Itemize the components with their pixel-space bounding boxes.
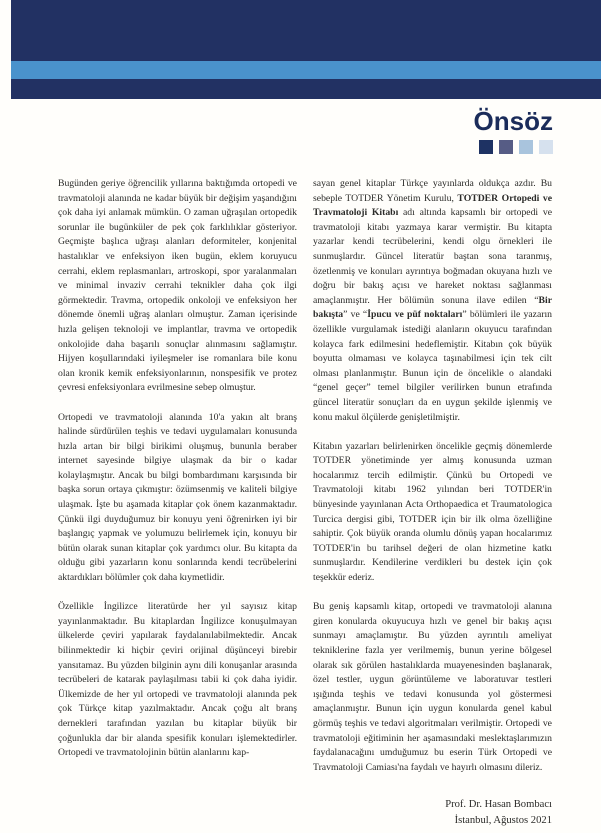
text-run: Özellikle İngilizce literatürde her yıl sayısız kitap yayınlanmaktadır. Bu kitaplardan İngilizce konuşulmayan ülkelerde çeviri yapılarak faydalanılabilmektedir. Ancak bilinmektedir ki hiçbir çeviri orijinal düşünceyi birebir yansıtamaz. Bu yüzden bilginin aynı dili konuşanlar arasında tecrübeleri de katarak paylaşılması tabii ki çok daha iyidir. Ülkemizde de her yıl ortopedi ve travmatoloji alanında pek çok Türkçe kitap yazılmaktadır. Ancak çoğu alt branş dernekleri tarafından yazılan bu kitaplar büyük bir çoğunlukla dar bir alanda spesifik konuları işlemektedirler. Ortopedi ve travmatolojinin bütün alanlarını kap- <box>58 601 297 759</box>
page-title: Önsöz <box>473 106 553 136</box>
paragraph <box>313 440 552 586</box>
text-run: Bugünden geriye öğrencilik yıllarına baktığımda ortopedi ve travmatoloji alanında ne kadar büyük bir değişim yaşandığını çok daha iyi anlamak mümkün. O zaman uğraşılan ortopedik sorunlar ile bugünküler de pek çok farklılıklar gösteriyor. Geçmişte başlıca uğraşı alanları deformiteler, konjenital hastalıklar ve enfeksiyon iken bugün, eklem koruyucu cerrahi, eklem replasmanları, artroskopi, spor yaralanmaları ve minimal invaziv cerrahi teknikler daha çok ilgi görmektedir. Travma, ortopedik onkoloji ve enfeksiyon her dönemde önemli uğraş alanları olmuştur. Zaman içerisinde hızla gelişen teknoloji ve implantlar, travma ve ortopedik onkolojide daha başarılı sonuçlar alınmasını sağlamıştır. Hijyen koşullarındaki iyileşmeler ise romanlara bile konu olan kronik kemik enfeksiyonlarının, nonspesifik ve protez çevresi enfeksiyonlara evrilmesine sebep olmuştur. <box>58 178 297 394</box>
text-run: ” ve “ <box>343 309 368 321</box>
text-run: Bu geniş kapsamlı kitap, ortopedi ve travmatoloji alanına giren konularda okuyucuya hızlı ve genel bir bakış açısı sunmayı amaçlamıştır. Bu yüzden ayrıntılı ameliyat tekniklerine fazla yer verilmemiş, bunun yerine bölgesel olarak sık görülen hastalıklarda muayenesinden başlanarak, özel testler, uygun görüntüleme ve laboratuvar testleri ışığında teşhis ve tedavi konusunda yol göstermesi amaçlanmıştır. Bunun için uygun konularda genel kabul görmüş teşhis ve tedavi algoritmaları verilmiştir. Ortopedi ve travmatoloji eğitiminin her aşamasındaki meslektaşlarımızın faydalanacağını umduğumuz bu eserin Türk Ortopedi ve Travmatoloji Camiası'na faydalı ve hayırlı olmasını dileriz. <box>313 601 552 773</box>
bold-text-run: TOTDER Ortopedi ve Travmatoloji Kitabı <box>313 192 552 219</box>
bold-text-run: İpucu ve püf noktaları <box>367 309 463 321</box>
signature-block <box>313 797 552 829</box>
text-run: ” bölümleri ile yazarın özellikle vurgulamak istediği alanların okuyucu tarafından kolayca fark edilmesini hedeflemiştir. Kitabın çok büyük boyutta olmaması ve kolayca taşınabilmesi için tek cilt olması planlanmıştır. Bunun için de öncelikle o alandaki “genel geçer” temel bilgiler verilirken bunun etrafında güncel literatür sonuçları da en uygun şekilde işlenmiş ve konu makul ölçülerde genişletilmiştir. <box>313 309 553 423</box>
title-square <box>479 140 493 154</box>
paragraph <box>58 177 297 396</box>
banner-navy-band-top <box>11 0 601 61</box>
title-square <box>499 140 513 154</box>
text-run: Kitabın yazarları belirlenirken öncelikle geçmiş dönemlerde TOTDER yönetiminde yer almış konusunda uzman hocalarımız tercih edilmiştir. Çünkü bu Ortopedi ve Travmatoloji kitabı 1962 yılından beri TOTDER'in bünyesinde yayınlanan Acta Orthopaedica et Traumatologica Turcica dergisi gibi, TOTDER için bir ilk olma özelliğine sahiptir. Çok büyük oranda olumlu dönüş yapan hocalarımız TOTDER'in bu tarihsel değeri de olan hizmetine katkı sunmuşlardır. Kendilerine verdikleri bu destek için çok teşekkür ederiz. <box>313 440 552 584</box>
title-squares <box>474 140 553 154</box>
signature-name: Prof. Dr. Hasan Bombacı <box>445 799 552 811</box>
paragraph <box>58 411 297 586</box>
title-block <box>474 106 553 154</box>
text-run: sayan genel kitaplar Türkçe yayınlarda oldukça azdır. Bu sebeple TOTDER Yönetim Kurulu, <box>313 178 552 204</box>
left-column <box>58 177 297 829</box>
paragraph <box>313 600 552 775</box>
paragraph <box>313 177 552 425</box>
right-column <box>313 177 552 829</box>
title-square <box>539 140 553 154</box>
signature-place-date: İstanbul, Ağustos 2021 <box>454 815 552 827</box>
banner-navy-band-bottom <box>11 79 601 99</box>
header-banner <box>11 0 601 99</box>
preface-body <box>58 177 553 829</box>
bold-text-run: Bir bakışta <box>313 294 552 321</box>
banner-blue-stripe <box>11 61 601 79</box>
text-run: adı altında kapsamlı bir ortopedi ve travmatoloji kitabı yazmaya karar vermiştir. Bu kitapta yazarlar kendi tecrübelerini, kendi olgu örnekleri ile sunmuşlardır. Güncel literatür baştan sona taranmış, özetlenmiş ve konuları ayrıntıya boğmadan okuyana hızlı ve doğru bir bakış açısı ve hareket noktası sağlanması amaçlanmıştır. Her bölümün sonuna ilave edilen “ <box>313 207 552 306</box>
text-run: Ortopedi ve travmatoloji alanında 10'a yakın alt branş halinde sürdürülen teşhis ve tedavi uygulamaları konusunda hızla artan bir bilgi birikimi oluşmuş, bununla beraber internet sayesinde bilgiye ulaşmak da bir o kadar kolaylaşmıştır. Ancak bu bilgi bombardımanı karşısında bir başka sorun ortaya çıkmıştır: özümsenmiş ve kaliteli bilgiye ulaşmak. İşte bu aşamada kitaplar çok önem kazanmaktadır. Çünkü ilgi duyduğumuz bir konuyu yeni öğrenirken iyi bir başlangıç yapmak ve yolumuzu belirlemek için, konuyu bir bütün olarak sunan kitaplar çok yardımcı olur. Bu kitapta da olduğu gibi yazarların konu sonlarında kendi tecrübelerini aktardıkları bölümler çok daha kıymetlidir. <box>58 411 297 584</box>
paragraph <box>58 600 297 761</box>
title-square <box>519 140 533 154</box>
